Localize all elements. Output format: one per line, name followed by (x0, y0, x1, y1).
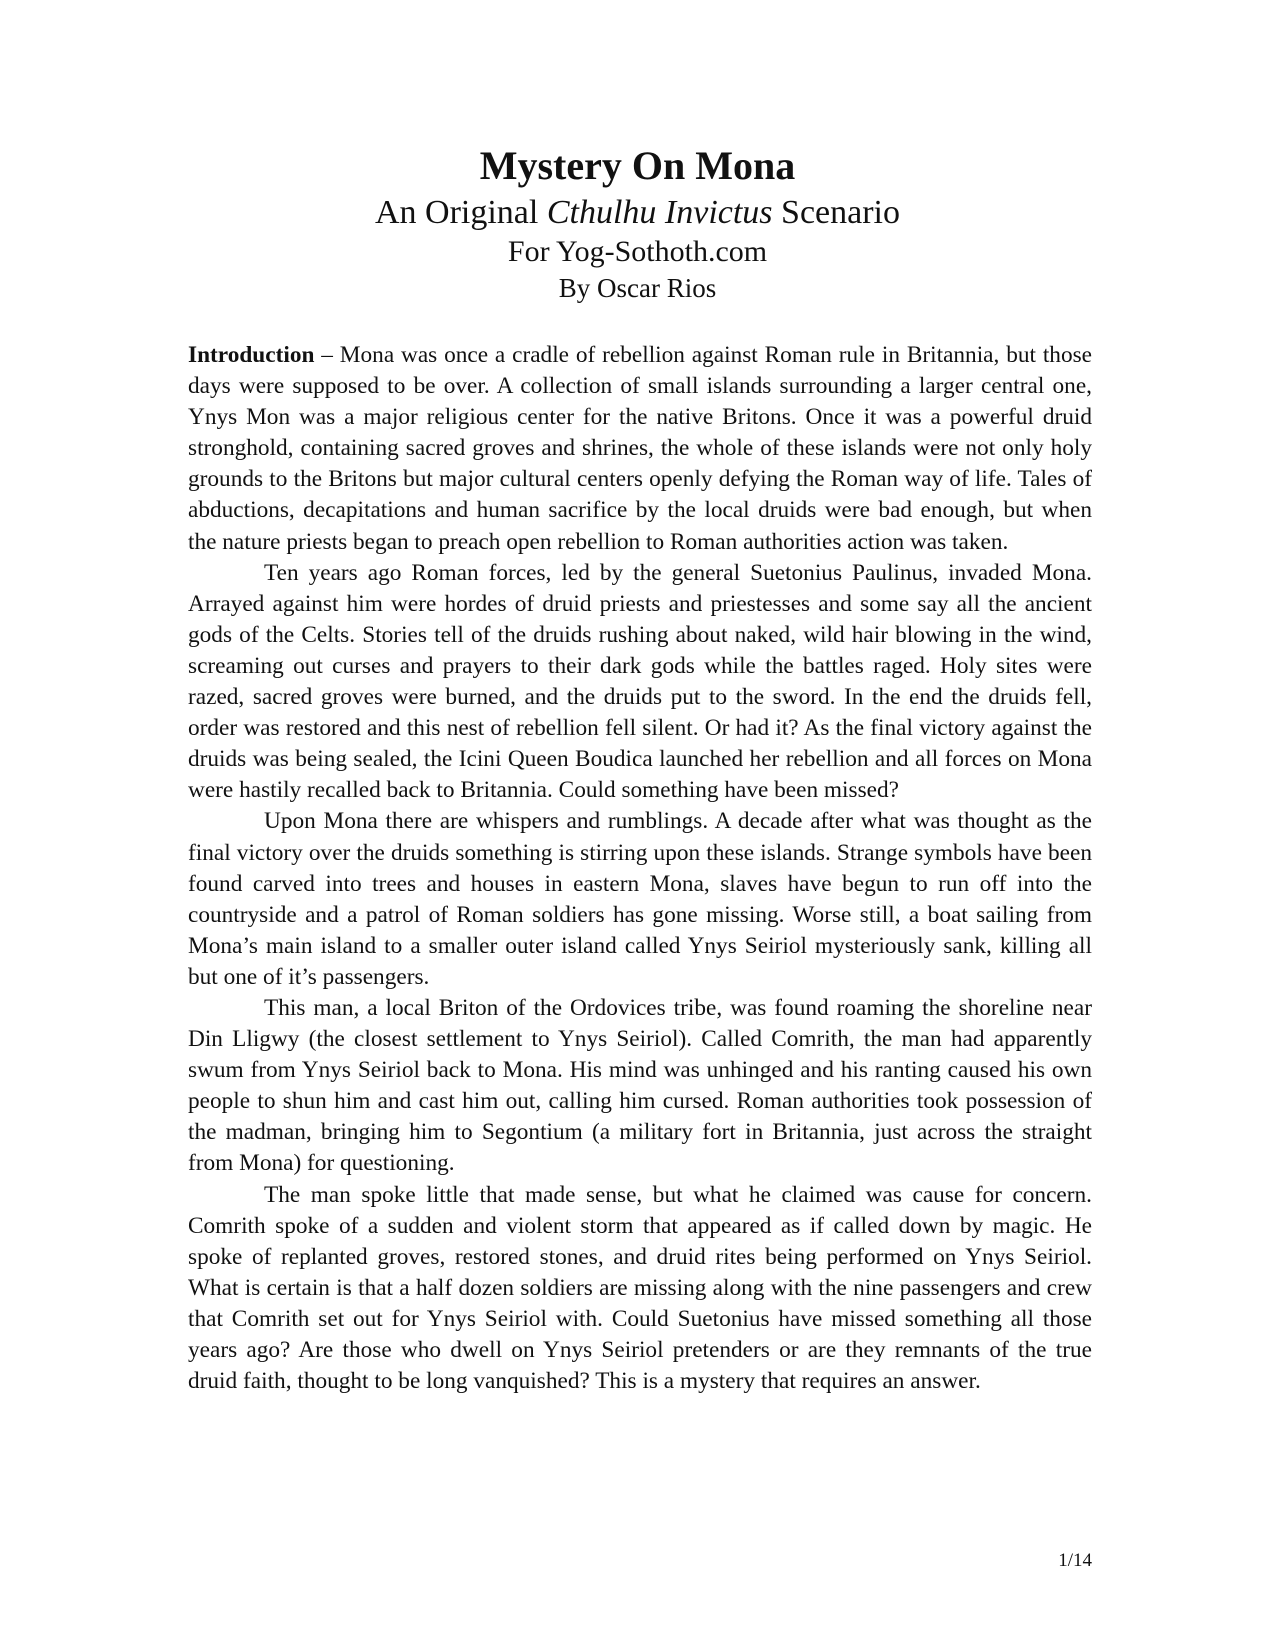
body-paragraph: The man spoke little that made sense, but what he claimed was cause for concern. Comrith spoke of a sudden and violent storm that appeared as if called down by magic. He spoke of replanted groves, restored stones, and druid rites being performed on Ynys Seiriol. What is certain is that a half dozen soldiers are missing along with the nine passengers and crew that Comrith set out for Ynys Seiriol with. Could Suetonius have missed something all those years ago? Are those who dwell on Ynys Seiriol pretenders or are they remnants of the true druid faith, thought to be long vanquished? This is a mystery that requires an answer. (188, 1181, 1092, 1395)
page-number: 1/14 (1058, 1550, 1092, 1571)
intro-lead: Introduction (188, 342, 315, 368)
subtitle-game-title: Cthulhu Invictus (546, 194, 773, 231)
document-subtitle (0, 192, 1275, 234)
site-line: For Yog-Sothoth.com (507, 235, 768, 268)
body-paragraph: This man, a local Briton of the Ordovices tribe, was found roaming the shoreline near Din Lligwy (the closest settlement to Ynys Seiriol). Called Comrith, the man had apparently swum from Ynys Seiriol back to Mona. His mind was unhinged and his ranting caused his own people to shun him and cast him out, calling him cursed. Roman authorities took possession of the madman, bringing him to Segontium (a military fort in Britannia, just across the straight from Mona) for questioning. (188, 994, 1092, 1177)
body-text (188, 340, 1092, 1397)
body-paragraph: Ten years ago Roman forces, led by the general Suetonius Paulinus, invaded Mona. Arrayed against him were hordes of druid priests and priestesses and some say all the ancient gods of the Celts. Stories tell of the druids rushing about naked, wild hair blowing in the wind, screaming out curses and prayers to their dark gods while the battles raged. Holy sites were razed, sacred groves were burned, and the druids put to the sword. In the end the druids fell, order was restored and this nest of rebellion fell silent. Or had it? As the final victory against the druids was being sealed, the Icini Queen Boudica launched her rebellion and all forces on Mona were hastily recalled back to Britannia. Could something have been missed? (188, 559, 1092, 804)
author-line: By Oscar Rios (558, 273, 717, 303)
body-paragraph: Upon Mona there are whispers and rumblings. A decade after what was thought as the final victory over the druids something is stirring upon these islands. Strange symbols have been found carved into trees and houses in eastern Mona, slaves have begun to run off into the countryside and a patrol of Roman soldiers has gone missing. Worse still, a boat sailing from Mona’s main island to a smaller outer island called Ynys Seiriol mysteriously sank, killing all but one of it’s passengers. (188, 808, 1092, 990)
subtitle-prefix: An Original (374, 194, 547, 231)
intro-paragraph (188, 340, 1092, 558)
subtitle-suffix: Scenario (772, 194, 900, 231)
intro-first-text: – Mona was once a cradle of rebellion against Roman rule in Britannia, but those days were supposed to be over. A collection of small islands surrounding a larger central one, Ynys Mon was a major religious center for the native Britons. Once it was a powerful druid stronghold, containing sacred groves and shrines, the whole of these islands were not only holy grounds to the Britons but major cultural centers openly defying the Roman way of life. Tales of abductions, decapitations and human sacrifice by the local druids were bad enough, but when the nature priests began to preach open rebellion to Roman authorities action was taken. (188, 342, 1092, 555)
title-block (0, 140, 1275, 306)
document-title: Mystery On Mona (479, 143, 796, 188)
